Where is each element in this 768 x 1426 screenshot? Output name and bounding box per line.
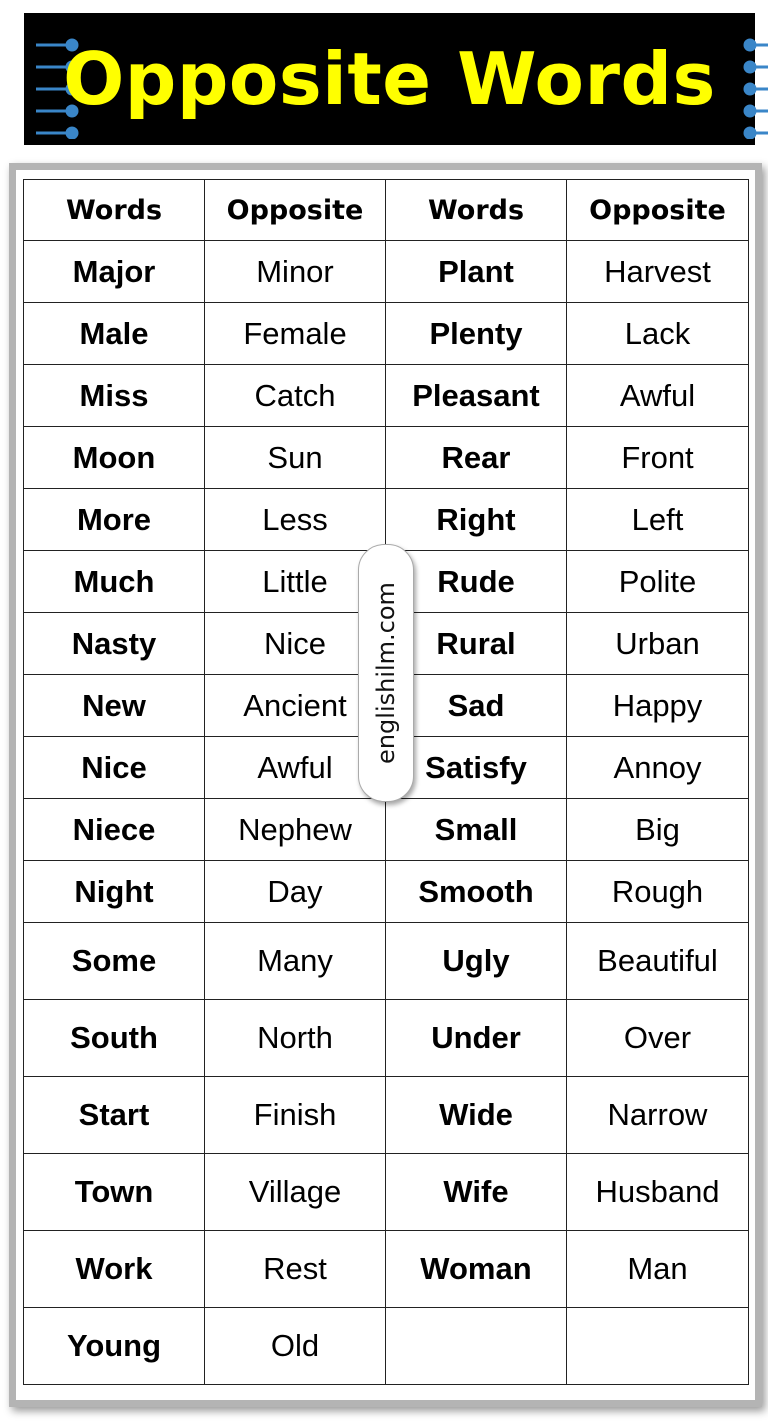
opposite-cell: Little <box>205 551 386 613</box>
opposite-cell: Many <box>205 923 386 1000</box>
word-cell: Wide <box>386 1077 567 1154</box>
opposite-cell: Nephew <box>205 799 386 861</box>
word-cell: Woman <box>386 1231 567 1308</box>
word-cell: Wife <box>386 1154 567 1231</box>
opposite-cell: Husband <box>567 1154 749 1231</box>
word-cell <box>386 1308 567 1385</box>
word-cell: Plant <box>386 241 567 303</box>
word-cell: Some <box>24 923 205 1000</box>
opposite-cell: Polite <box>567 551 749 613</box>
opposite-cell: Urban <box>567 613 749 675</box>
word-cell: Rural <box>386 613 567 675</box>
table-row <box>24 923 749 1000</box>
word-cell: Satisfy <box>386 737 567 799</box>
word-cell: Plenty <box>386 303 567 365</box>
opposite-cell: Ancient <box>205 675 386 737</box>
word-cell: Young <box>24 1308 205 1385</box>
opposite-cell: Female <box>205 303 386 365</box>
word-cell: Rear <box>386 427 567 489</box>
table-row <box>24 1154 749 1231</box>
opposite-cell: Man <box>567 1231 749 1308</box>
word-cell: Start <box>24 1077 205 1154</box>
opposite-cell: Awful <box>567 365 749 427</box>
opposite-cell: Minor <box>205 241 386 303</box>
table-row <box>24 1308 749 1385</box>
site-watermark-badge <box>358 544 414 802</box>
word-cell: Rude <box>386 551 567 613</box>
opposite-cell <box>567 1308 749 1385</box>
word-cell: Much <box>24 551 205 613</box>
opposite-cell: Big <box>567 799 749 861</box>
opposite-cell: Nice <box>205 613 386 675</box>
page-title: Opposite Words <box>63 37 716 121</box>
opposite-cell: Over <box>567 1000 749 1077</box>
table-row <box>24 861 749 923</box>
opposite-cell: Village <box>205 1154 386 1231</box>
word-cell: Smooth <box>386 861 567 923</box>
opposite-cell: Narrow <box>567 1077 749 1154</box>
column-header: Opposite <box>567 180 749 241</box>
table-row <box>24 241 749 303</box>
opposite-cell: Lack <box>567 303 749 365</box>
column-header: Words <box>24 180 205 241</box>
opposite-cell: Annoy <box>567 737 749 799</box>
opposite-cell: Rough <box>567 861 749 923</box>
table-row <box>24 365 749 427</box>
opposite-cell: Left <box>567 489 749 551</box>
watermark-text: englishilm.com <box>372 582 400 764</box>
column-header: Words <box>386 180 567 241</box>
opposite-cell: North <box>205 1000 386 1077</box>
table-row <box>24 489 749 551</box>
opposite-cell: Beautiful <box>567 923 749 1000</box>
table-header-row <box>24 180 749 241</box>
table-row <box>24 1000 749 1077</box>
word-cell: New <box>24 675 205 737</box>
opposite-cell: Sun <box>205 427 386 489</box>
word-cell: Niece <box>24 799 205 861</box>
opposite-cell: Less <box>205 489 386 551</box>
word-cell: Male <box>24 303 205 365</box>
word-cell: More <box>24 489 205 551</box>
opposite-cell: Rest <box>205 1231 386 1308</box>
title-banner <box>24 13 755 145</box>
opposite-cell: Finish <box>205 1077 386 1154</box>
binder-rings-icon <box>738 35 768 139</box>
opposite-cell: Catch <box>205 365 386 427</box>
word-cell: Under <box>386 1000 567 1077</box>
opposite-cell: Harvest <box>567 241 749 303</box>
word-cell: Major <box>24 241 205 303</box>
word-cell: Moon <box>24 427 205 489</box>
opposite-cell: Day <box>205 861 386 923</box>
table-row <box>24 799 749 861</box>
word-cell: Small <box>386 799 567 861</box>
word-cell: Ugly <box>386 923 567 1000</box>
table-row <box>24 303 749 365</box>
column-header: Opposite <box>205 180 386 241</box>
word-cell: Work <box>24 1231 205 1308</box>
word-cell: Nice <box>24 737 205 799</box>
word-cell: Pleasant <box>386 365 567 427</box>
word-cell: Miss <box>24 365 205 427</box>
table-row <box>24 427 749 489</box>
opposite-cell: Awful <box>205 737 386 799</box>
word-cell: Nasty <box>24 613 205 675</box>
word-cell: Night <box>24 861 205 923</box>
opposite-cell: Happy <box>567 675 749 737</box>
word-cell: Town <box>24 1154 205 1231</box>
table-row <box>24 1077 749 1154</box>
opposite-cell: Front <box>567 427 749 489</box>
opposite-cell: Old <box>205 1308 386 1385</box>
table-row <box>24 1231 749 1308</box>
word-cell: South <box>24 1000 205 1077</box>
word-cell: Sad <box>386 675 567 737</box>
word-cell: Right <box>386 489 567 551</box>
